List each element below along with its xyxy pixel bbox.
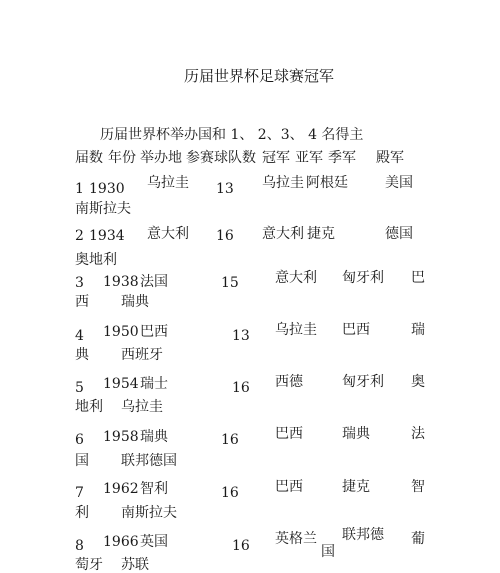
row-third-cont: 国 — [75, 453, 89, 469]
row-champion: 西德 — [275, 374, 303, 390]
header-fourth: 殿军 — [376, 150, 404, 166]
row-fourth: 奥地利 — [75, 252, 117, 268]
row-teams: 13 — [232, 328, 250, 344]
row-year: 1962 — [103, 481, 139, 497]
row-year: 1958 — [103, 429, 139, 445]
row-teams: 16 — [216, 228, 234, 244]
row-host: 瑞典 — [140, 429, 168, 445]
row-teams: 13 — [216, 181, 234, 197]
row-host: 乌拉圭 — [147, 175, 189, 191]
row-fourth: 南斯拉夫 — [75, 201, 131, 217]
row-number: 7 — [75, 485, 84, 501]
row-number: 2 — [75, 228, 84, 244]
row-number: 5 — [75, 380, 84, 396]
row-teams: 16 — [232, 380, 250, 396]
row-fourth: 苏联 — [121, 557, 149, 573]
row-fourth: 乌拉圭 — [121, 399, 163, 415]
row-host: 英国 — [140, 534, 168, 550]
header-teams: 参赛球队数 — [186, 150, 256, 166]
header-edition: 届数 — [75, 150, 103, 166]
row-teams: 16 — [221, 485, 239, 501]
row-fourth: 西班牙 — [121, 347, 163, 363]
row-fourth: 联邦德国 — [121, 453, 177, 469]
row-year: 1954 — [103, 376, 139, 392]
row-third-cont: 萄牙 — [75, 557, 103, 573]
row-third: 美国 — [385, 175, 413, 191]
row-runner-up: 匈牙利 — [342, 374, 384, 390]
row-host: 智利 — [140, 481, 168, 497]
row-host: 瑞士 — [140, 376, 168, 392]
row-champion: 巴西 — [275, 426, 303, 442]
row-year: 1930 — [89, 181, 125, 197]
row-year: 1934 — [89, 228, 125, 244]
row-teams: 16 — [232, 538, 250, 554]
row-number: 3 — [75, 275, 84, 291]
row-runner-up: 联邦德 — [342, 527, 384, 543]
row-third-cont: 西 — [75, 294, 89, 310]
row-host: 法国 — [140, 274, 168, 290]
row-third: 德国 — [385, 226, 413, 242]
document-title: 历届世界杯足球赛冠军 — [184, 67, 335, 85]
row-runner-up: 巴西 — [342, 322, 370, 338]
header-runner-up: 亚军 — [295, 150, 323, 166]
row-runner-up: 匈牙利 — [342, 270, 384, 286]
row-third-cont: 地利 — [75, 399, 103, 415]
row-third: 法 — [411, 426, 425, 442]
row-runner-up: 捷克 — [342, 479, 370, 495]
row-third: 葡 — [411, 531, 425, 547]
row-teams: 15 — [221, 275, 239, 291]
row-number: 1 — [75, 181, 84, 197]
row-teams: 16 — [221, 432, 239, 448]
row-host: 巴西 — [140, 324, 168, 340]
row-year: 1950 — [103, 324, 139, 340]
row-third-cont: 典 — [75, 347, 89, 363]
row-third: 智 — [411, 479, 425, 495]
row-runner-up: 捷克 — [307, 226, 335, 242]
row-year: 1966 — [103, 534, 139, 550]
intro-line: 历届世界杯举办国和 1、 2、3、 4 名得主 — [100, 127, 364, 143]
row-fourth: 南斯拉夫 — [121, 505, 177, 521]
row-number: 8 — [75, 538, 84, 554]
row-host: 意大利 — [147, 226, 189, 242]
row-champion: 英格兰 — [275, 531, 317, 547]
row-champion: 乌拉圭 — [262, 175, 304, 191]
row-fourth: 瑞典 — [121, 294, 149, 310]
row-third: 奥 — [411, 374, 425, 390]
row-third: 瑞 — [411, 322, 425, 338]
row-champion: 巴西 — [275, 479, 303, 495]
header-champion: 冠军 — [262, 150, 290, 166]
row-runner-up: 瑞典 — [342, 426, 370, 442]
row-third: 巴 — [411, 270, 425, 286]
row-number: 6 — [75, 432, 84, 448]
header-host: 举办地 — [140, 150, 182, 166]
row-year: 1938 — [103, 274, 139, 290]
row-champion: 意大利 — [262, 226, 304, 242]
row-champion: 意大利 — [275, 270, 317, 286]
row-third-cont: 利 — [75, 505, 89, 521]
row-runner-up-cont: 国 — [321, 544, 335, 560]
row-champion: 乌拉圭 — [275, 322, 317, 338]
row-runner-up: 阿根廷 — [306, 175, 348, 191]
header-third: 季军 — [328, 150, 356, 166]
header-year: 年份 — [108, 150, 136, 166]
row-number: 4 — [75, 328, 84, 344]
